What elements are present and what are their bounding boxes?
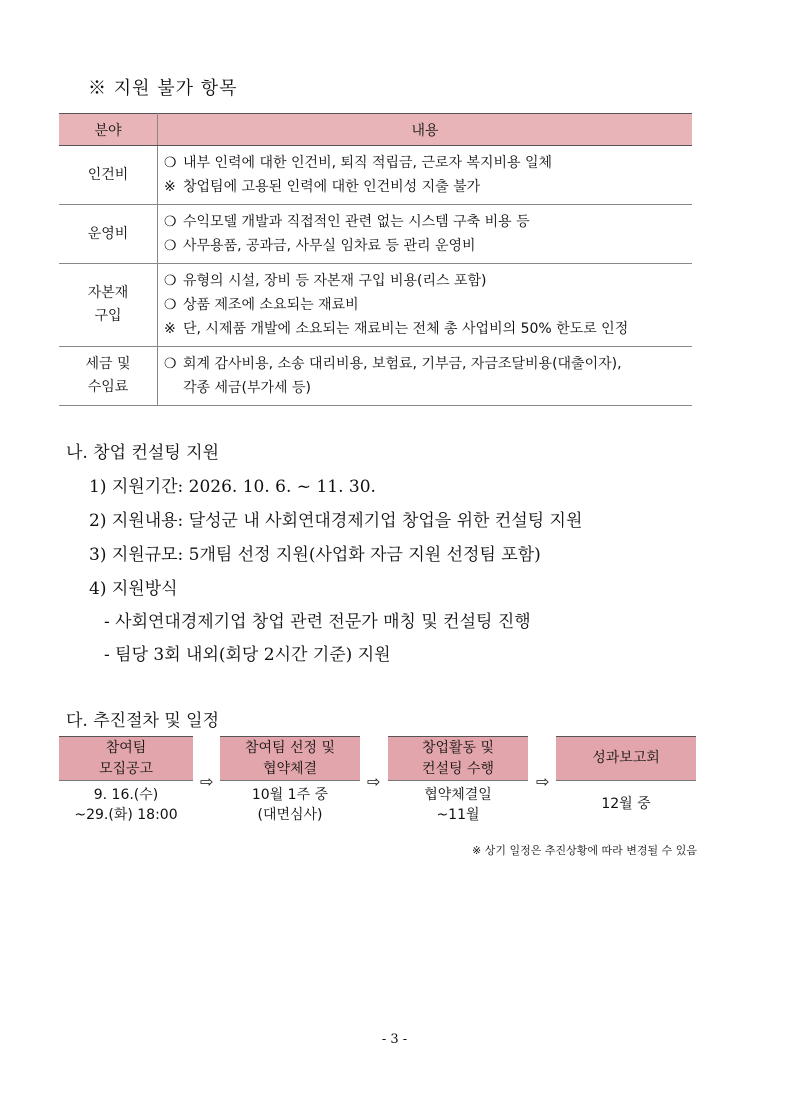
circle-bullet-icon: ❍: [164, 273, 177, 289]
step-detail-line: ~11월: [436, 807, 480, 823]
step-detail-line: 협약체결일: [424, 787, 492, 803]
row-category: [59, 347, 158, 406]
step-title-line: 성과보고회: [592, 750, 660, 766]
content-text: 내부 인력에 대한 인건비, 퇴직 적립금, 근로자 복지비용 일체: [183, 155, 553, 171]
content-line: [164, 175, 692, 199]
content-line: [164, 151, 692, 175]
category-line: 수임료: [87, 379, 129, 395]
step-detail-line: (대면심사): [257, 807, 323, 823]
row-content: [158, 146, 693, 205]
reference-mark-icon: ※: [164, 179, 176, 195]
header-category: 분야: [59, 114, 158, 146]
flow-arrow-icon: ⇨: [536, 772, 550, 791]
circle-bullet-icon: ❍: [164, 238, 177, 254]
content-text: 상품 제조에 소요되는 재료비: [183, 297, 359, 313]
category-line: 운영비: [87, 225, 129, 242]
row-content: [158, 264, 693, 347]
list-item-method: 4) 지원방식: [89, 579, 178, 599]
circle-bullet-icon: ❍: [164, 356, 177, 372]
content-line: [164, 210, 692, 234]
row-content: [158, 347, 693, 406]
section-na-title: 나. 창업 컨설팅 지원: [66, 443, 219, 463]
flow-arrow-icon: ⇨: [200, 772, 214, 791]
list-item-scale: 3) 지원규모: 5개팀 선정 지원(사업화 자금 지원 선정팀 포함): [89, 545, 541, 565]
step-detail-line: ~29.(화) 18:00: [74, 807, 178, 823]
step-recruitment: [59, 736, 193, 825]
section-da-title: 다. 추진절차 및 일정: [66, 711, 219, 731]
content-text: 각종 세금(부가세 등): [183, 380, 312, 396]
content-line: [164, 376, 692, 400]
content-line: [164, 293, 692, 317]
step-title-line: 모집공고: [98, 760, 154, 777]
section-title: ※ 지원 불가 항목: [88, 78, 238, 99]
category-line: 인건비: [87, 166, 129, 183]
table-row: [59, 146, 692, 205]
step-report: [556, 736, 696, 814]
list-item-content: 2) 지원내용: 달성군 내 사회연대경제기업 창업을 위한 컨설팅 지원: [89, 511, 583, 531]
circle-bullet-icon: ❍: [164, 155, 177, 171]
step-detail-line: 10월 1주 중: [251, 787, 329, 803]
circle-bullet-icon: ❍: [164, 214, 177, 230]
step-selection: [220, 736, 360, 825]
reference-mark-icon: ※: [164, 321, 176, 337]
table-row: [59, 347, 692, 406]
schedule-note: ※ 상기 일정은 추진상황에 따라 변경될 수 있음: [472, 844, 697, 857]
content-text: 유형의 시설, 장비 등 자본재 구입 비용(리스 포함): [183, 273, 487, 289]
step-title-line: 협약체결: [262, 760, 318, 777]
step-consulting: [388, 736, 528, 825]
list-subitem-matching: - 사회연대경제기업 창업 관련 전문가 매칭 및 컨설팅 진행: [104, 612, 531, 632]
category-line: 세금 및: [85, 356, 131, 372]
content-text: 단, 시제품 개발에 소요되는 재료비는 전체 총 사업비의 50% 한도로 인정: [183, 321, 629, 337]
header-content: 내용: [158, 114, 693, 146]
category-line: 자본재: [87, 285, 129, 301]
row-category: [59, 205, 158, 264]
step-title-line: 참여팀 선정 및: [244, 739, 336, 756]
content-text: 회계 감사비용, 소송 대리비용, 보험료, 기부금, 자금조달비용(대출이자),: [183, 356, 622, 372]
content-line: [164, 352, 692, 376]
content-line: [164, 269, 692, 293]
row-category: [59, 146, 158, 205]
step-detail-line: 12월 중: [601, 796, 651, 812]
table-row: [59, 264, 692, 347]
content-text: 사무용품, 공과금, 사무실 임차료 등 관리 운영비: [183, 238, 476, 254]
circle-bullet-icon: ❍: [164, 297, 177, 313]
step-title-line: 창업활동 및: [421, 739, 495, 756]
content-text: 창업팀에 고용된 인력에 대한 인건비성 지출 불가: [183, 179, 481, 195]
content-line: [164, 317, 692, 341]
category-line: 구입: [94, 308, 122, 324]
list-subitem-sessions: - 팀당 3회 내외(회당 2시간 기준) 지원: [104, 645, 391, 665]
flow-arrow-icon: ⇨: [367, 772, 381, 791]
step-detail-line: 9. 16.(수): [93, 787, 159, 803]
list-item-period: 1) 지원기간: 2026. 10. 6. ~ 11. 30.: [89, 477, 376, 497]
table-header-row: [59, 114, 692, 146]
step-title-line: 컨설팅 수행: [421, 760, 495, 777]
row-content: [158, 205, 693, 264]
table-row: [59, 205, 692, 264]
content-text: 수익모델 개발과 직접적인 관련 없는 시스템 구축 비용 등: [183, 214, 530, 230]
content-line: [164, 234, 692, 258]
step-title-line: 참여팀: [105, 739, 147, 756]
ineligible-items-table: [59, 113, 692, 406]
page-number: - 3 -: [381, 1032, 408, 1047]
row-category: [59, 264, 158, 347]
